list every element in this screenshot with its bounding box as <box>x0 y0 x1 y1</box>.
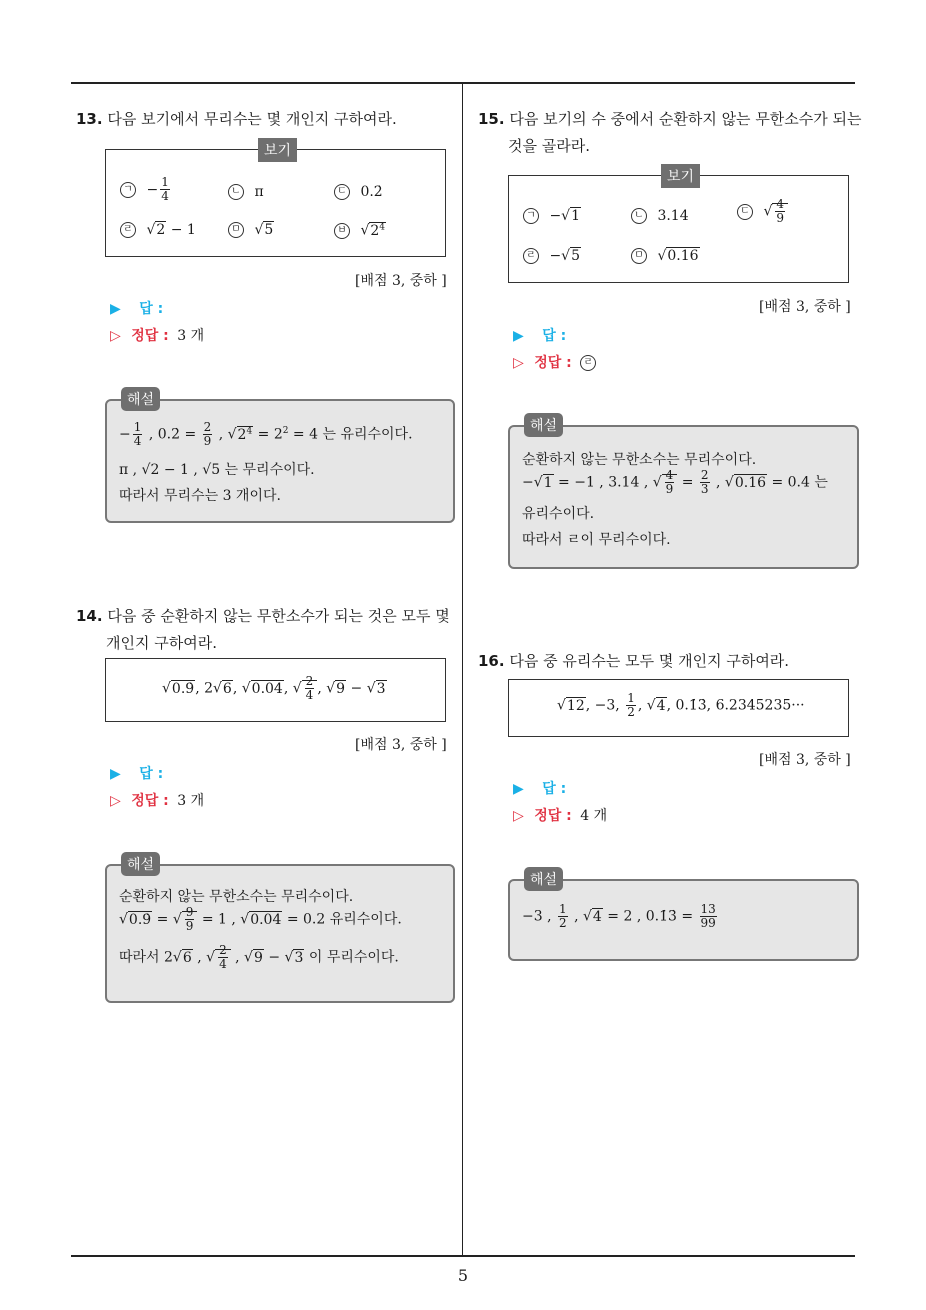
option-mark: ㄴ <box>631 208 647 224</box>
q16-correct <box>513 805 607 825</box>
q13-question <box>76 106 397 133</box>
q16-number: 16. <box>478 652 505 670</box>
q15-options-box <box>508 169 849 283</box>
play-icon: ▶ <box>110 766 121 782</box>
q15-option-1 <box>523 208 581 224</box>
q13-option-1 <box>120 176 172 203</box>
solution-line-3: 유리수이다. <box>522 506 595 522</box>
play-icon: ▶ <box>110 301 121 317</box>
solution-line-3: 따라서 2√6 , √ $\frac{2}{4}$ , √9 − √3 이 무리수이다. <box>119 943 399 971</box>
q15-answer <box>513 325 566 345</box>
correct-label: 정답 : <box>534 355 572 371</box>
q15-number: 15. <box>478 110 505 128</box>
solution-label: 해설 <box>524 413 563 437</box>
play-icon: ▶ <box>513 781 524 797</box>
outline-triangle-icon: ▷ <box>110 793 121 809</box>
q15-text-line-1: 다음 보기의 수 중에서 순환하지 않는 무한소수가 되는 <box>509 110 862 128</box>
q15-option-2 <box>631 208 689 224</box>
option-expr: − $\frac{1}{4}$ <box>146 175 169 203</box>
q14-answer <box>110 763 163 783</box>
option-mark: ㅂ <box>334 223 350 239</box>
q14-expr: √0.9̇, 2√6, √0.04, √ $\frac{2}{4}$ , √9 − √3 <box>162 674 386 702</box>
answer-label: 답 : <box>139 766 164 782</box>
q13-correct <box>110 325 204 345</box>
answer-label: 답 : <box>542 781 567 797</box>
play-icon: ▶ <box>513 328 524 344</box>
q16-answer <box>513 778 566 798</box>
q14-correct <box>110 790 204 810</box>
option-expr: π <box>254 184 264 200</box>
q15-solution <box>508 418 859 569</box>
answer-label: 답 : <box>139 301 164 317</box>
q15-correct <box>513 352 602 372</box>
q14-text-line-1: 다음 중 순환하지 않는 무한소수가 되는 것은 모두 몇 <box>107 607 450 625</box>
option-mark: ㄱ <box>120 182 136 198</box>
option-expr: √5 <box>254 222 274 238</box>
correct-value: 4 개 <box>580 808 608 824</box>
solution-label: 해설 <box>524 867 563 891</box>
correct-label: 정답 : <box>131 328 169 344</box>
answer-label: 답 : <box>542 328 567 344</box>
option-expr: √2 − 1 <box>146 222 196 238</box>
q16-grade: [배점 3, 중하 ] <box>759 752 851 768</box>
column-divider <box>462 84 463 1256</box>
q16-text: 다음 중 유리수는 모두 몇 개인지 구하여라. <box>509 652 790 670</box>
solution-line-2: −√1 = −1 , 3.14 , √ $\frac{4}{9}$ = $\frac{2}{3}$ , √0.16 = 0.4 는 <box>522 468 828 496</box>
q15-option-3 <box>737 198 788 225</box>
q16-expr: √12, −3, $\frac{1}{2}$ , √4, 0.1̇3̇, 6.2345235··· <box>557 691 805 719</box>
correct-value: 3 개 <box>177 328 205 344</box>
option-mark: ㄹ <box>523 248 539 264</box>
solution-line-2: √0.9̇ = √ $\frac{9}{9}$ = 1 , √0.04 = 0.2 유리수이다. <box>119 905 402 933</box>
page-number: 5 <box>457 1266 469 1285</box>
solution-line-4: 따라서 ㄹ이 무리수이다. <box>522 532 671 548</box>
q13-answer <box>110 298 163 318</box>
q13-solution <box>105 392 455 523</box>
solution-line-3: 따라서 무리수는 3 개이다. <box>119 488 281 504</box>
option-mark: ㄷ <box>737 204 753 220</box>
solution-line-1: − $\frac{1}{4}$ , 0.2̇ = $\frac{2}{9}$ , $√2^4 = 2^2 = 4$ 는 유리수이다. <box>119 420 413 448</box>
option-expr: −√1 <box>549 208 581 224</box>
option-expr: 0.2̇ <box>360 184 383 200</box>
q15-option-5 <box>631 248 700 264</box>
option-expr: √ $\frac{4}{9}$ <box>763 203 788 220</box>
outline-triangle-icon: ▷ <box>513 808 524 824</box>
option-mark: ㄹ <box>120 222 136 238</box>
correct-value: ㄹ <box>580 355 596 371</box>
q14-question <box>76 603 450 657</box>
option-expr: $√2^4$ <box>360 222 386 239</box>
option-expr: 3.14 <box>657 208 689 224</box>
q13-number: 13. <box>76 110 103 128</box>
q16-expr-box <box>508 679 849 737</box>
option-expr: −√5 <box>549 248 581 264</box>
q13-box-label: 보기 <box>258 138 297 162</box>
q14-number: 14. <box>76 607 103 625</box>
q15-grade: [배점 3, 중하 ] <box>759 299 851 315</box>
option-mark: ㄴ <box>228 184 244 200</box>
solution-label: 해설 <box>121 852 160 876</box>
top-rule <box>71 82 855 84</box>
bottom-rule <box>71 1255 855 1257</box>
q15-question <box>478 106 862 160</box>
q15-text-line-2: 것을 골라라. <box>508 137 590 155</box>
correct-label: 정답 : <box>534 808 572 824</box>
q16-solution <box>508 872 859 961</box>
solution-line-1: 순환하지 않는 무한소수는 무리수이다. <box>119 889 354 905</box>
q13-text: 다음 보기에서 무리수는 몇 개인지 구하여라. <box>107 110 397 128</box>
q13-option-3 <box>334 184 383 200</box>
q15-box-label: 보기 <box>661 164 700 188</box>
solution-line-1: −3 , $\frac{1}{2}$ , √4 = 2 , 0.1̇3̇ = $\frac{13}{99}$ <box>522 902 716 930</box>
q13-option-5 <box>228 222 274 238</box>
q13-option-6 <box>334 222 386 239</box>
option-mark: ㄷ <box>334 184 350 200</box>
q13-option-4 <box>120 222 196 238</box>
outline-triangle-icon: ▷ <box>513 355 524 371</box>
option-mark: ㄱ <box>523 208 539 224</box>
solution-line-2: π , √2 − 1 , √5 는 무리수이다. <box>119 462 315 478</box>
q14-solution <box>105 857 455 1003</box>
correct-value: 3 개 <box>177 793 205 809</box>
option-mark: ㅁ <box>228 222 244 238</box>
q14-text-line-2: 개인지 구하여라. <box>106 634 217 652</box>
solution-line-1: 순환하지 않는 무한소수는 무리수이다. <box>522 452 757 468</box>
correct-label: 정답 : <box>131 793 169 809</box>
outline-triangle-icon: ▷ <box>110 328 121 344</box>
q13-grade: [배점 3, 중하 ] <box>355 273 447 289</box>
q13-option-2 <box>228 184 264 200</box>
q14-grade: [배점 3, 중하 ] <box>355 737 447 753</box>
q16-question <box>478 648 789 675</box>
q14-expr-box <box>105 658 446 722</box>
q15-option-4 <box>523 248 581 264</box>
q13-options-box <box>105 143 446 257</box>
option-mark: ㅁ <box>631 248 647 264</box>
option-expr: √0.16 <box>657 248 699 264</box>
solution-label: 해설 <box>121 387 160 411</box>
